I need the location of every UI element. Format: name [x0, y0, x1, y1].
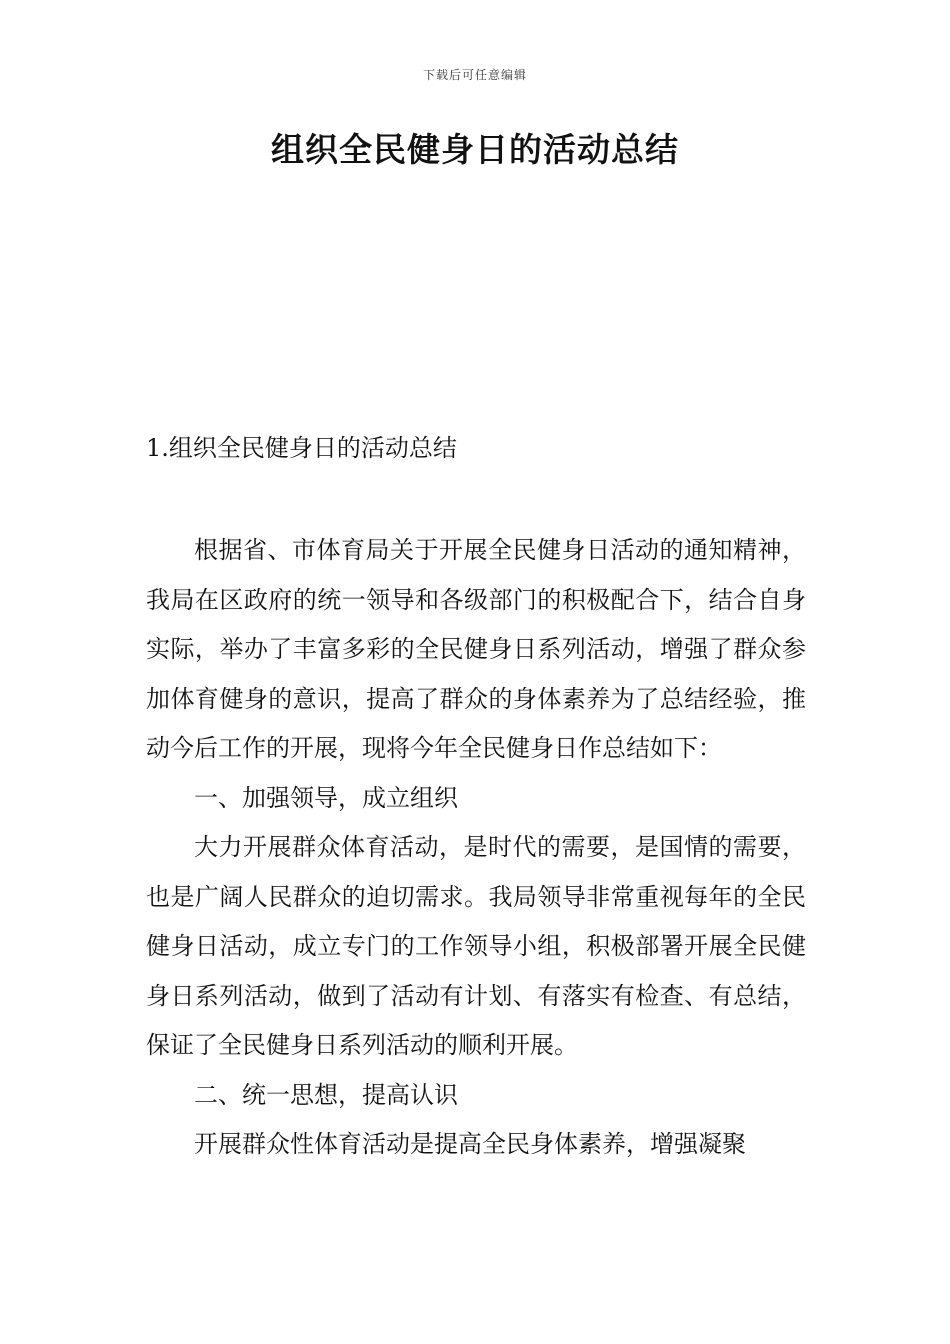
subheading-awareness: 二、统一思想，提高认识 [194, 1080, 458, 1109]
paragraph-intro: 根据省、市体育局关于开展全民健身日活动的通知精神，我局在区政府的统一领导和各级部门的积极配合下，结合自身实际，举办了丰富多彩的全民健身日系列活动，增强了群众参加体育健身的意识，提高了群众的身体素养为了总结经验，推动今后工作的开展，现将今年全民健身日作总结如下： [146, 536, 806, 762]
paragraph-awareness: 开展群众性体育活动是提高全民身体素养，增强凝聚 [194, 1130, 746, 1158]
document-body [146, 526, 806, 1170]
paragraph-leadership: 大力开展群众体育活动，是时代的需要，是国情的需要，也是广阔人民群众的迫切需求。我局领导非常重视每年的全民健身日活动，成立专门的工作领导小组，积极部署开展全民健身日系列活动，做到了活动有计划、有落实有检查、有总结，保证了全民健身日系列活动的顺利开展。 [146, 833, 806, 1059]
header-note: 下载后可任意编辑 [422, 68, 527, 82]
section-heading: 1.组织全民健身日的活动总结 [146, 434, 457, 462]
document-title: 组织全民健身日的活动总结 [271, 130, 679, 169]
subheading-leadership: 一、加强领导，成立组织 [194, 783, 458, 812]
